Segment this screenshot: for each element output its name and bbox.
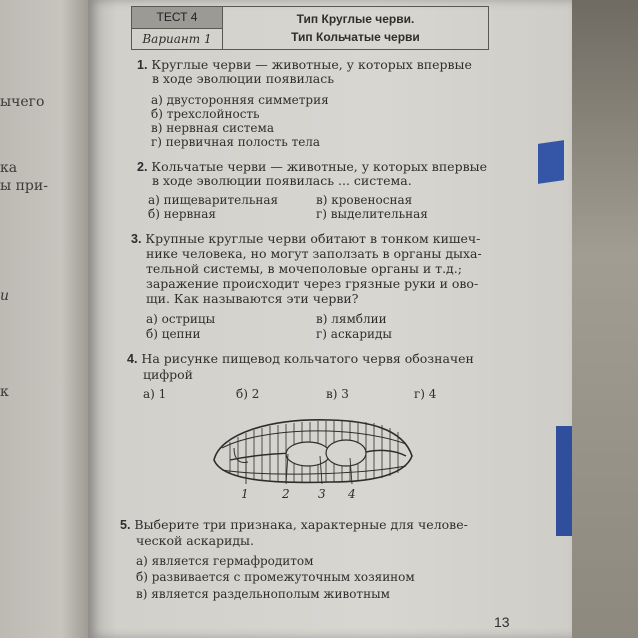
figure-label: 3 (318, 487, 326, 501)
crop-organ (286, 442, 330, 466)
question-text-line: в ходе эволюции появилась ... система. (152, 173, 412, 188)
answer-option: а) пищеварительная (148, 193, 279, 207)
question-number: 3. (131, 232, 142, 246)
question-text-line: На рисунке пищевод кольчатого червя обозначен (141, 351, 474, 366)
gizzard-organ (326, 440, 366, 466)
left-page-fragment: к (0, 384, 9, 400)
question-text-line: нике человека, но могут заползать в органы дыха- (146, 246, 482, 261)
figure-label: 1 (241, 487, 249, 501)
answer-option: б) 2 (236, 387, 260, 401)
left-page-fragment: ка (0, 160, 18, 176)
answer-option: г) аскариды (316, 327, 392, 341)
answer-option: г) выделительная (316, 207, 428, 221)
answer-option: б) цепни (146, 327, 201, 341)
answer-option: а) двусторонняя симметрия (151, 93, 329, 107)
answer-option: г) первичная полость тела (151, 135, 321, 149)
question-4 (127, 352, 474, 366)
answer-option: в) 3 (326, 387, 349, 401)
answer-option: б) нервная (148, 207, 216, 221)
question-number: 1. (137, 58, 148, 72)
question-text-line: Кольчатые черви — животные, у которых впервые (151, 159, 487, 174)
worm-diagram (200, 404, 430, 504)
figure-label: 2 (282, 487, 290, 501)
test-header (131, 6, 489, 50)
answer-option: а) острицы (146, 312, 216, 326)
title-line-1: Тип Круглые черви. (296, 12, 415, 26)
question-text-line: Круглые черви — животные, у которых впервые (151, 57, 472, 72)
test-label: ТЕСТ 4 (132, 7, 222, 28)
figure-label: 4 (348, 487, 356, 501)
question-text-line: ческой аскариды. (136, 533, 254, 548)
answer-option: в) является раздельнополым животным (136, 587, 390, 601)
question-text-line: заражение происходит через грязные руки и ово- (146, 276, 479, 291)
answer-option: б) развивается с промежуточным хозяином (136, 570, 415, 584)
answer-option: в) нервная система (151, 121, 274, 135)
question-1 (137, 58, 472, 72)
question-number: 2. (137, 160, 148, 174)
question-text-line: тельной системы, в мочеполовые органы и т.д.; (146, 261, 462, 276)
question-text-line: щи. Как называются эти черви? (146, 291, 359, 306)
question-number: 4. (127, 352, 138, 366)
question-text-line: цифрой (143, 367, 194, 382)
left-page-fragment: и (0, 288, 10, 304)
left-page-fragment: ычего (0, 94, 45, 110)
question-text-line: в ходе эволюции появилась (152, 71, 335, 86)
answer-option: г) 4 (414, 387, 437, 401)
answer-option: а) 1 (143, 387, 167, 401)
title-line-2: Тип Кольчатые черви (291, 30, 420, 44)
answer-option: в) кровеносная (316, 193, 413, 207)
question-text-line: Выберите три признака, характерные для челове- (134, 517, 468, 532)
answer-option: б) трехслойность (151, 107, 260, 121)
question-text-line: Крупные круглые черви обитают в тонком кишеч- (145, 231, 481, 246)
left-page-fragment: ы при- (0, 178, 48, 194)
test-title (223, 7, 488, 49)
answer-option: в) лямблии (316, 312, 387, 326)
blue-object (556, 426, 572, 536)
question-5 (120, 518, 468, 532)
blue-bookmark (538, 140, 564, 184)
question-2 (137, 160, 487, 174)
background (572, 0, 638, 638)
answer-option: а) является гермафродитом (136, 554, 314, 568)
question-number: 5. (120, 518, 131, 532)
worm-inner-line (222, 466, 406, 474)
left-page (0, 0, 88, 638)
question-3 (131, 232, 480, 246)
variant-label: Вариант 1 (132, 28, 222, 50)
page-number: 13 (494, 614, 510, 630)
